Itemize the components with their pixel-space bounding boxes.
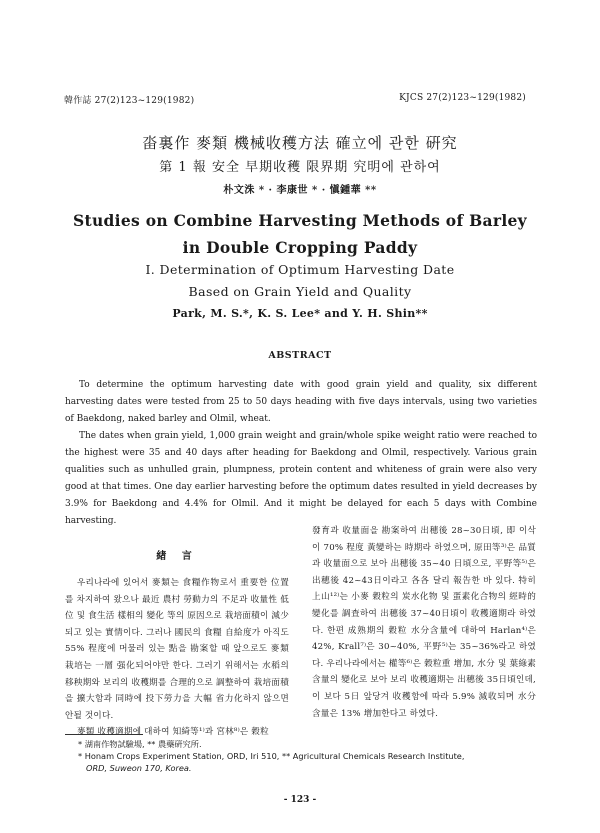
page-number: - 123 -: [283, 795, 317, 805]
footnotes: [78, 738, 538, 774]
intro-paragraph-right: 發育과 收量面을 勘案하여 出穗後 28~30日頃, 即 이삭이 70% 程度 黃變하는 時期라 하였으며, 原田等³⁾은 品質과 收量面으로 보아 出穗後 35~40 日頃으로, 平野等⁵⁾은 出穗後 42~43日이라고 各各 달리 報告한 바 있다. 特히 上山¹²⁾는 小麥 穀粒의 炭水化物 및 蛋素化合物의 經時的 變化를 調査하여 出穗後 37~40日頃이 收穫適期라 하였다. 한편 成熟期의 穀粒 水分含量에 대하여 Harlan⁴⁾은 42%, Krall⁷⁾은 30~40%, 平野⁵⁾는 35~36%라고 하였다. 우리나라에서는 權等⁶⁾은 穀粒重 增加, 水分 및 葉綠素含量의 變化로 보아 보리 收穫適期는 出穗後 35日頃인데, 이 보다 5日 앞당겨 收穫함에 따라 5.9% 減收되며 水分含量은 13% 增加한다고 하였다.: [312, 526, 536, 719]
intro-paragraph-1: 우리나라에 있어서 麥類는 食糧作物로서 重要한 位置를 차지하여 왔으나 最近 農村 勞動力의 不足과 收量性 低位 및 食生活 樣相의 變化 等의 原因으로 栽培面積이 減少되고 있는 實情이다. 그러나 國民의 食糧 自給度가 아직도 55% 程度에 머물러 있는 點을 勘案할 때 앞으로도 麥類栽培는 一層 强化되어야만 한다. 그러기 위해서는 水稻의 移秧期와 보리의 收穫期를 合理的으로 調整하여 栽培面積을 擴大함과 同時에 投下勞力을 大幅 省力化하지 않으면 안될 것이다.: [65, 578, 289, 721]
english-title-line1: Studies on Combine Harvesting Methods of Barley: [73, 211, 527, 230]
abstract-paragraph-2: The dates when grain yield, 1,000 grain weight and grain/whole spike weight ratio were reached to the highest were 35 and 40 days after heading for Baekdong and Olmil, respectively. Various grain qualities such as unhulled grain, plumpness, protein content and whiteness of grain were also very good at that times. One day earlier harvesting before the optimum dates resulted in yield decreases by 3.9% for Baekdong and 4.4% for Olmil. And it might be delayed for each 5 days with Combine harvesting.: [65, 431, 537, 526]
journal-header-right: KJCS 27(2)123~129(1982): [399, 93, 526, 103]
footnote-line-1: * 湖南作物試驗場, ** 農藥硏究所.: [78, 739, 202, 749]
introduction-heading: 緖 言: [156, 551, 198, 562]
abstract-body: [65, 377, 537, 530]
right-column: [312, 523, 536, 722]
left-column: [65, 575, 289, 741]
korean-title: 畓裏作 麥類 機械收穫方法 確立에 관한 硏究: [142, 134, 458, 152]
korean-authors: 朴文洙 * · 李康世 * · 愼鍾華 **: [223, 185, 377, 196]
footnote-rule: [65, 734, 143, 735]
abstract-heading: ABSTRACT: [268, 350, 332, 361]
footnote-line-2: * Honam Crops Experiment Station, ORD, Iri 510, ** Agricultural Chemicals Research Institute,: [78, 751, 465, 761]
english-authors: Park, M. S.*, K. S. Lee* and Y. H. Shin**: [172, 307, 428, 320]
intro-paragraph-2: 麥類 收穫適期에 대하여 知綺等¹⁾과 宮林⁸⁾은 穀粒: [77, 727, 269, 738]
english-title-line2: in Double Cropping Paddy: [182, 238, 418, 257]
korean-subtitle: 第 1 報 安全 早期收穫 限界期 究明에 관하여: [159, 160, 441, 175]
footnote-line-3: ORD, Suweon 170, Korea.: [86, 763, 192, 773]
abstract-paragraph-1: To determine the optimum harvesting date with good grain yield and quality, six different harvesting dates were tested from 25 to 50 days heading with five days intervals, using two varieties of Baekdong, naked barley and Olmil, wheat.: [65, 380, 537, 424]
english-subtitle-line1: I. Determination of Optimum Harvesting Date: [145, 262, 455, 277]
english-subtitle-line2: Based on Grain Yield and Quality: [188, 284, 412, 299]
journal-header-left: 韓作誌 27(2)123~129(1982): [64, 96, 195, 106]
